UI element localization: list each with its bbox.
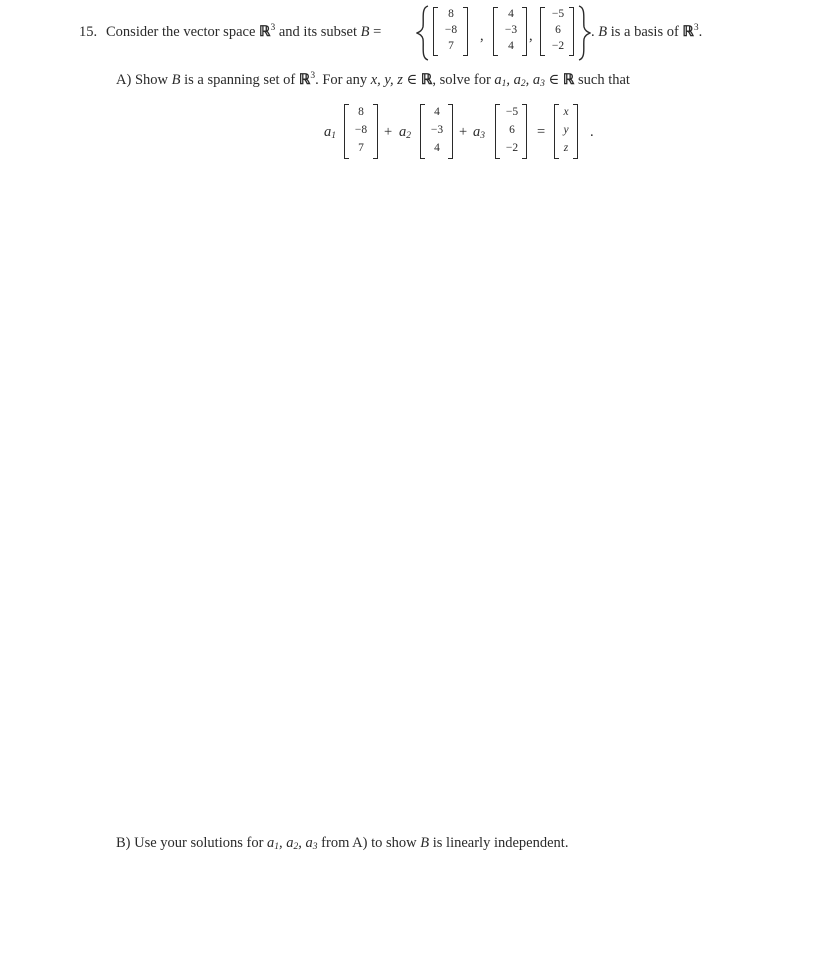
subset-text: and its subset <box>278 24 358 40</box>
set-name: B <box>598 24 608 40</box>
coef-a3: $a_3$ <box>473 124 485 141</box>
part-b-text: Use your solutions for <box>134 835 264 851</box>
part-a-text: is a spanning set of <box>184 72 296 88</box>
left-brace <box>416 5 430 61</box>
vec1-right-bracket <box>463 7 468 56</box>
part-b-label: B) <box>116 835 131 851</box>
space-exponent: 3 <box>310 71 316 81</box>
comma: , <box>480 28 484 44</box>
right-brace <box>577 5 591 61</box>
rhs-right-bracket <box>573 104 578 159</box>
space-symbol: ℝ <box>420 72 433 88</box>
set-name: B <box>420 835 430 851</box>
eq-vec2-left-bracket <box>420 104 425 159</box>
space-exponent: 3 <box>693 23 699 33</box>
part-a-statement <box>116 72 630 89</box>
vec3-left-bracket <box>540 7 545 56</box>
space-symbol: ℝ <box>562 72 575 88</box>
eq-vector-2 <box>426 106 448 155</box>
vec2-entry: 4 <box>508 40 514 52</box>
part-b-statement <box>116 835 568 852</box>
variables: x, y, z <box>370 72 403 88</box>
coef-a2: $a_2$ <box>399 124 411 141</box>
plus-sign: + <box>384 124 393 140</box>
part-a-text: Show <box>134 72 168 88</box>
eq-vec2-entry: 4 <box>434 106 440 118</box>
space-exponent: 3 <box>270 23 276 33</box>
part-b-text: is linearly independent. <box>432 835 569 851</box>
rhs-entry: x <box>563 106 569 118</box>
eq-vec3-entry: −2 <box>505 142 519 154</box>
eq-vec1-left-bracket <box>344 104 349 159</box>
eq-vec1-entry: 7 <box>358 142 364 154</box>
basis-text: is a basis of <box>610 24 679 40</box>
vec2-entry: −3 <box>504 24 518 36</box>
vec3-entry: −2 <box>551 40 565 52</box>
intro-text: Consider the vector space <box>106 24 256 40</box>
vec1-entry: −8 <box>444 24 458 36</box>
vec2-left-bracket <box>493 7 498 56</box>
comma: , <box>529 28 533 44</box>
eq-vec2-entry: −3 <box>430 124 444 136</box>
part-a-text: . For any <box>315 72 368 88</box>
part-a-text: such that <box>578 72 630 88</box>
space-symbol: ℝ <box>259 24 271 40</box>
vec3-entry: 6 <box>555 24 561 36</box>
plus-sign: + <box>459 124 468 140</box>
vec1-entry: 7 <box>448 40 454 52</box>
problem-number: 15. <box>79 24 98 40</box>
vec1-entry: 8 <box>448 8 454 20</box>
eq-vec1-entry: 8 <box>358 106 364 118</box>
eq-vector-3 <box>500 106 524 155</box>
space-symbol: ℝ <box>298 72 311 88</box>
coef-a1: $a_1$ <box>324 124 336 141</box>
eq-vec3-entry: −5 <box>505 106 519 118</box>
eq-vec3-entry: 6 <box>509 124 515 136</box>
vec1-left-bracket <box>433 7 438 56</box>
rhs-vector <box>559 106 573 155</box>
basis-vector-3 <box>546 8 570 53</box>
eq-vec2-right-bracket <box>448 104 453 159</box>
equals-sign: = <box>537 124 546 140</box>
coefficient: $a_1$, $a_2$, $a_3$ <box>267 835 318 852</box>
problem-intro <box>106 24 381 41</box>
equation-end: . <box>590 124 594 140</box>
set-name: B <box>360 24 370 40</box>
part-a-text: , solve for <box>432 72 491 88</box>
coefficient: $a_1$, $a_2$, $a_3$ <box>494 72 545 89</box>
equals-sign: = <box>373 24 382 40</box>
element-of-symbol: ∈ <box>548 72 560 88</box>
rhs-entry: y <box>563 124 569 136</box>
period: . <box>698 24 703 40</box>
vec3-entry: −5 <box>551 8 565 20</box>
eq-vec3-right-bracket <box>522 104 527 159</box>
eq-vec2-entry: 4 <box>434 142 440 154</box>
vec2-right-bracket <box>522 7 527 56</box>
eq-vec1-right-bracket <box>373 104 378 159</box>
basis-vector-1 <box>440 8 462 53</box>
space-symbol: ℝ <box>682 24 694 40</box>
part-a-label: A) <box>116 72 132 88</box>
eq-vector-1 <box>350 106 372 155</box>
vec2-entry: 4 <box>508 8 514 20</box>
vec3-right-bracket <box>569 7 574 56</box>
part-b-text: from A) to show <box>321 835 417 851</box>
set-name: B <box>171 72 181 88</box>
basis-vector-2 <box>500 8 522 53</box>
after-set-period: . <box>591 24 595 40</box>
rhs-entry: z <box>563 142 569 154</box>
element-of-symbol: ∈ <box>406 72 418 88</box>
basis-statement <box>591 24 702 41</box>
eq-vec1-entry: −8 <box>354 124 368 136</box>
